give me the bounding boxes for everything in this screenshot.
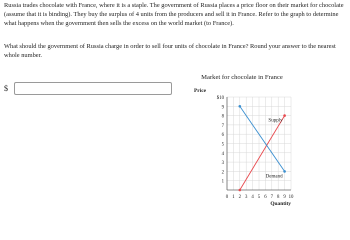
y-axis-label: Price: [194, 88, 206, 94]
y-tick-label: $10: [216, 96, 224, 101]
y-tick-label: 4: [221, 151, 224, 157]
x-tick-label: 2: [238, 195, 242, 200]
x-tick-label: 8: [276, 195, 280, 200]
x-tick-label: 0: [225, 195, 229, 200]
x-tick-label: 7: [270, 195, 274, 200]
demand-endpoint: [283, 170, 286, 173]
y-tick-label: 1: [221, 179, 224, 185]
y-tick-label: 5: [221, 142, 224, 148]
x-tick-label: 9: [283, 195, 286, 200]
supply-label: Supply: [268, 118, 283, 124]
chart-title: Market for chocolate in France: [201, 74, 283, 81]
x-tick-label: 1: [232, 195, 235, 200]
x-tick-label: 10: [288, 195, 294, 200]
currency-symbol: $: [4, 84, 8, 93]
y-tick-label: 9: [221, 105, 224, 111]
demand-curve: [240, 106, 285, 171]
x-tick-label: 6: [264, 195, 267, 200]
x-tick-label: 3: [244, 195, 248, 200]
answer-input[interactable]: [14, 82, 172, 95]
x-tick-label: 4: [251, 195, 254, 200]
supply-endpoint: [239, 189, 242, 192]
y-tick-label: 8: [221, 114, 224, 120]
y-tick-label: 7: [221, 123, 224, 129]
demand-label: Demand: [265, 174, 283, 180]
x-tick-label: 5: [257, 195, 261, 200]
market-chart: [190, 66, 350, 213]
y-tick-label: 3: [221, 161, 224, 167]
x-axis-label: Quantity: [270, 201, 291, 207]
question-paragraph-2: What should the government of Russia charge in order to sell four units of chocolate in France? Round your answer to the nearest whole number.: [4, 43, 336, 59]
demand-endpoint: [239, 105, 242, 108]
y-tick-label: 2: [221, 170, 224, 176]
chart-container: [190, 66, 350, 213]
question-paragraph-1: Russia trades chocolate with France, where it is a staple. The government of Russia places a price floor on their market for chocolate (assume that it is binding). They buy the surplus of 4 units from the producers and sell it in France. Refer to the graph to determine what happens when the government then sells the excess on the world market (to France).: [4, 2, 344, 27]
supply-endpoint: [283, 114, 286, 117]
y-tick-label: 6: [221, 133, 224, 139]
answer-row: [4, 82, 172, 95]
